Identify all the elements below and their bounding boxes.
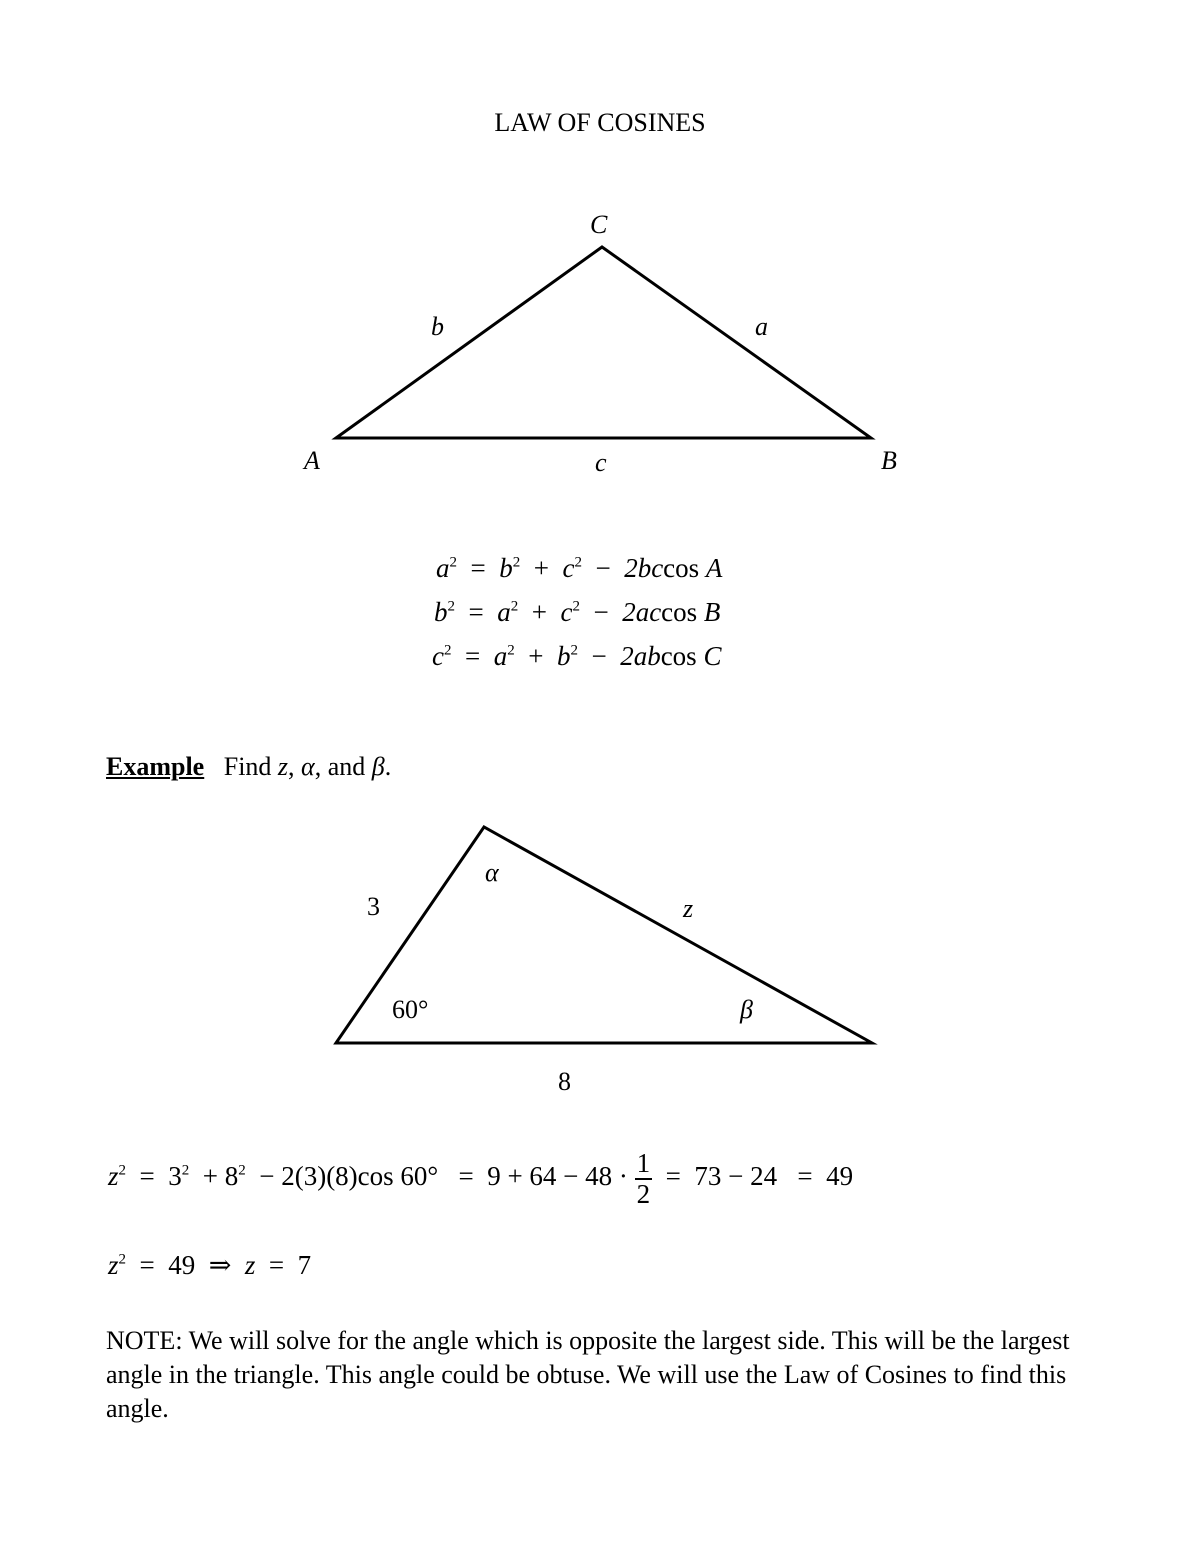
vertex-b-label: B (881, 446, 897, 475)
formula-b: $b^2 = a^2 + c^2 - 2accos$ B (434, 597, 721, 627)
angle-60-label: 60° (392, 995, 429, 1024)
formula-a: $a^2 = b^2 + c^2 - 2bccos$ A (436, 553, 723, 583)
page-title: LAW OF COSINES (494, 108, 706, 137)
example-label: Example (106, 752, 205, 781)
triangle-abc (336, 247, 871, 438)
side-b-label: b (431, 312, 444, 341)
note-paragraph: NOTE: We will solve for the angle which is opposite the largest side. This will be the largest angle in the triangle. This angle could be obtuse. We will use the Law of Cosines to find this angle. (106, 1326, 1070, 1423)
vertex-c-label: C (590, 210, 608, 239)
fraction-one-half: $\frac{1}{2}$ (636, 1148, 651, 1209)
angle-alpha-label: α (485, 858, 499, 887)
angle-beta-label: β (740, 995, 753, 1024)
solution-line-2: $z^2 = 49$ ⇒ z = 7 (108, 1250, 312, 1280)
side-3-label: 3 (367, 892, 380, 921)
side-a-label: a (755, 312, 768, 341)
side-z-label: z (683, 894, 694, 923)
side-8-label: 8 (558, 1067, 571, 1096)
vertex-a-label: A (304, 446, 320, 475)
formula-c: $c^2 = a^2 + b^2 - 2abcos$ C (432, 641, 722, 671)
solution-line-1: $z^2 = 3^2 + 8^2 - 2(3)(8)\cos$ 60° = 9 + 64 − 48 · $\frac{1}{2}$ = 73 − 24 = 49 (108, 1148, 854, 1209)
side-c-label: c (595, 448, 607, 477)
example-heading: Example Find z, α, and β. (106, 752, 392, 781)
